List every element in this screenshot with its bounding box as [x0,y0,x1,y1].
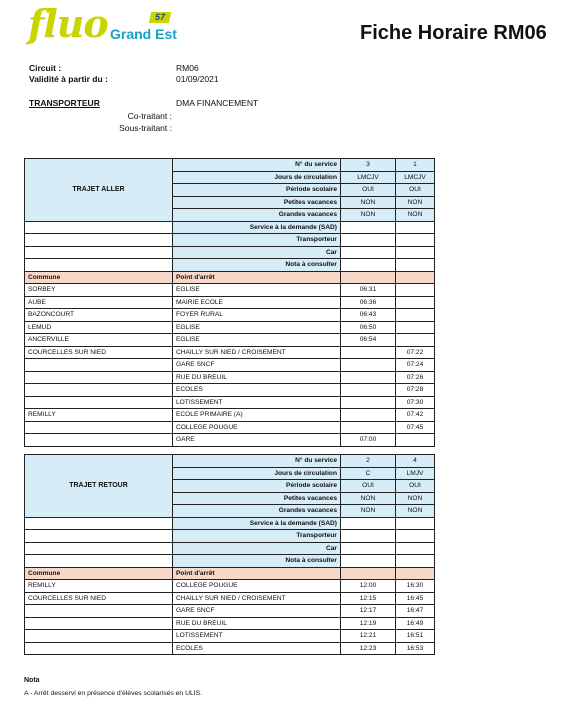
service-row [25,246,435,259]
time-cell: 16:45 [396,592,435,605]
stop-cell: CHAILLY SUR NIED / CROISEMENT [173,346,341,359]
time-cell [396,321,435,334]
table-row [25,346,435,359]
service-row [25,221,435,234]
commune-cell [25,359,173,372]
time-cell: 16:53 [396,642,435,655]
circuit-value: RM06 [176,63,199,73]
commune-cell [25,434,173,447]
service-value [396,542,435,555]
table-row [25,605,435,618]
service-value: NON [396,196,435,209]
time-cell [341,396,396,409]
service-value [341,259,396,272]
table-row [25,334,435,347]
stop-cell: MAIRIE ECOLE [173,296,341,309]
table-row [25,421,435,434]
stop-cell: EGLISE [173,284,341,297]
stop-cell: LOTISSEMENT [173,630,341,643]
time-cell: 07:26 [396,371,435,384]
time-cell: 06:31 [341,284,396,297]
time-cell: 06:54 [341,334,396,347]
table-row [25,592,435,605]
stop-cell: GARE [173,434,341,447]
service-value: NON [396,505,435,518]
table-row [25,642,435,655]
service-value: NON [341,492,396,505]
service-row [25,234,435,247]
service-value: 2 [341,455,396,468]
stops-header-row [25,567,435,580]
service-row-label: Service à la demande (SAD) [173,221,341,234]
time-cell: 12:19 [341,617,396,630]
header-blank [396,271,435,284]
service-value [396,234,435,247]
service-value: 3 [341,159,396,172]
table-row [25,359,435,372]
trajet-label: TRAJET ALLER [25,159,173,222]
soustraitant-label: Sous-traitant : [119,123,172,133]
time-cell: 12:21 [341,630,396,643]
time-cell: 07:00 [341,434,396,447]
commune-header: Commune [25,567,173,580]
commune-cell: REMILLY [25,409,173,422]
time-cell [396,284,435,297]
time-cell: 12:15 [341,592,396,605]
commune-cell: ANCERVILLE [25,334,173,347]
service-row-label: Car [173,246,341,259]
service-value: LMCJV [341,171,396,184]
commune-cell [25,384,173,397]
table-row [25,321,435,334]
blank-cell [25,259,173,272]
service-row [25,159,435,172]
commune-cell: SORBEY [25,284,173,297]
validity-value: 01/09/2021 [176,74,219,84]
cotraitant-label: Co-traitant : [127,111,172,121]
trajet-label: TRAJET RETOUR [25,455,173,518]
blank-cell [25,542,173,555]
service-value [396,259,435,272]
service-value: OUI [396,184,435,197]
commune-header: Commune [25,271,173,284]
time-cell: 16:51 [396,630,435,643]
stop-cell: LOTISSEMENT [173,396,341,409]
service-row-label: Période scolaire [173,184,341,197]
table-row [25,434,435,447]
service-row-label: Jours de circulation [173,467,341,480]
commune-cell: AUBE [25,296,173,309]
service-value: LMCJV [396,171,435,184]
time-cell: 06:43 [341,309,396,322]
stop-cell: GARE SNCF [173,359,341,372]
table-row [25,309,435,322]
service-value [341,517,396,530]
service-value: NON [341,209,396,222]
time-cell: 07:45 [396,421,435,434]
table-row [25,296,435,309]
service-row-label: Transporteur [173,530,341,543]
table-row [25,396,435,409]
service-value [341,221,396,234]
service-value [396,246,435,259]
time-cell: 12:00 [341,580,396,593]
time-cell: 16:49 [396,617,435,630]
service-row-label: Grandes vacances [173,209,341,222]
service-value: 4 [396,455,435,468]
service-value [341,246,396,259]
service-row-label: Période scolaire [173,480,341,493]
service-value [341,530,396,543]
time-cell [341,346,396,359]
circuit-label: Circuit : [29,63,62,73]
time-cell: 07:22 [396,346,435,359]
logo-dept-badge: 57 [149,12,171,23]
table-row [25,409,435,422]
service-value: NON [396,492,435,505]
stop-cell: COLLEGE POUGUE [173,421,341,434]
service-row-label: Car [173,542,341,555]
commune-cell [25,617,173,630]
table-row [25,284,435,297]
commune-cell: BAZONCOURT [25,309,173,322]
header-blank [341,271,396,284]
service-value: 1 [396,159,435,172]
time-cell: 06:50 [341,321,396,334]
commune-cell [25,630,173,643]
service-value: LMJV [396,467,435,480]
stop-cell: EGLISE [173,321,341,334]
stop-header: Point d'arrêt [173,271,341,284]
timetable-retour [24,454,435,655]
time-cell: 07:28 [396,384,435,397]
table-row [25,384,435,397]
service-value [396,221,435,234]
table-row [25,371,435,384]
stop-cell: EGLISE [173,334,341,347]
time-cell [341,409,396,422]
time-cell: 16:30 [396,580,435,593]
carrier-value: DMA FINANCEMENT [176,98,259,108]
service-value [341,234,396,247]
time-cell [341,384,396,397]
time-cell: 07:42 [396,409,435,422]
table-row [25,617,435,630]
time-cell [396,334,435,347]
time-cell: 12:23 [341,642,396,655]
service-row-label: N° du service [173,455,341,468]
page-title: Fiche Horaire RM06 [360,22,547,44]
validity-label: Validité à partir du : [29,74,108,84]
service-row [25,542,435,555]
stop-cell: COLLEGE POUGUE [173,580,341,593]
commune-cell [25,396,173,409]
service-value: OUI [341,480,396,493]
stop-cell: FOYER RURAL [173,309,341,322]
timetable-aller [24,158,435,447]
service-value [396,555,435,568]
stop-cell: ECOLE PRIMAIRE (A) [173,409,341,422]
commune-cell: LEMUD [25,321,173,334]
stop-cell: RUE DU BREUIL [173,371,341,384]
time-cell [396,434,435,447]
nota-title: Nota [24,677,40,684]
service-value: OUI [396,480,435,493]
service-row [25,517,435,530]
stop-cell: GARE SNCF [173,605,341,618]
commune-cell: COURCELLES SUR NIED [25,592,173,605]
service-row-label: Transporteur [173,234,341,247]
commune-cell [25,421,173,434]
blank-cell [25,221,173,234]
carrier-label: TRANSPORTEUR [29,98,100,108]
service-value: OUI [341,184,396,197]
service-value: NON [396,209,435,222]
blank-cell [25,246,173,259]
time-cell [341,371,396,384]
service-row-label: Grandes vacances [173,505,341,518]
service-row-label: Jours de circulation [173,171,341,184]
stop-cell: ECOLES [173,642,341,655]
service-value [396,517,435,530]
stop-cell: CHAILLY SUR NIED / CROISEMENT [173,592,341,605]
table-row [25,630,435,643]
time-cell: 16:47 [396,605,435,618]
service-value: NON [341,505,396,518]
stop-cell: RUE DU BREUIL [173,617,341,630]
header-blank [396,567,435,580]
time-cell: 07:30 [396,396,435,409]
service-value: C [341,467,396,480]
stops-header-row [25,271,435,284]
time-cell [396,309,435,322]
service-row [25,259,435,272]
commune-cell: REMILLY [25,580,173,593]
service-row-label: N° du service [173,159,341,172]
logo-fluo: fluo [28,1,108,46]
nota-text: A - Arrêt desservi en présence d'élèves scolarisés en ULIS. [24,690,203,697]
service-row-label: Petites vacances [173,196,341,209]
time-cell: 12:17 [341,605,396,618]
time-cell [341,359,396,372]
time-cell: 07:24 [396,359,435,372]
service-row-label: Petites vacances [173,492,341,505]
header-blank [341,567,396,580]
service-row-label: Service à la demande (SAD) [173,517,341,530]
commune-cell [25,371,173,384]
blank-cell [25,555,173,568]
blank-cell [25,234,173,247]
service-row [25,530,435,543]
service-row [25,455,435,468]
service-value [396,530,435,543]
service-row-label: Nota à consulter [173,259,341,272]
table-row [25,580,435,593]
service-value: NON [341,196,396,209]
blank-cell [25,517,173,530]
stop-cell: ECOLES [173,384,341,397]
commune-cell: COURCELLES SUR NIED [25,346,173,359]
service-row [25,555,435,568]
time-cell [396,296,435,309]
blank-cell [25,530,173,543]
time-cell [341,421,396,434]
commune-cell [25,642,173,655]
time-cell: 06:36 [341,296,396,309]
service-row-label: Nota à consulter [173,555,341,568]
commune-cell [25,605,173,618]
stop-header: Point d'arrêt [173,567,341,580]
logo-region: Grand Est [110,26,177,42]
service-value [341,555,396,568]
service-value [341,542,396,555]
